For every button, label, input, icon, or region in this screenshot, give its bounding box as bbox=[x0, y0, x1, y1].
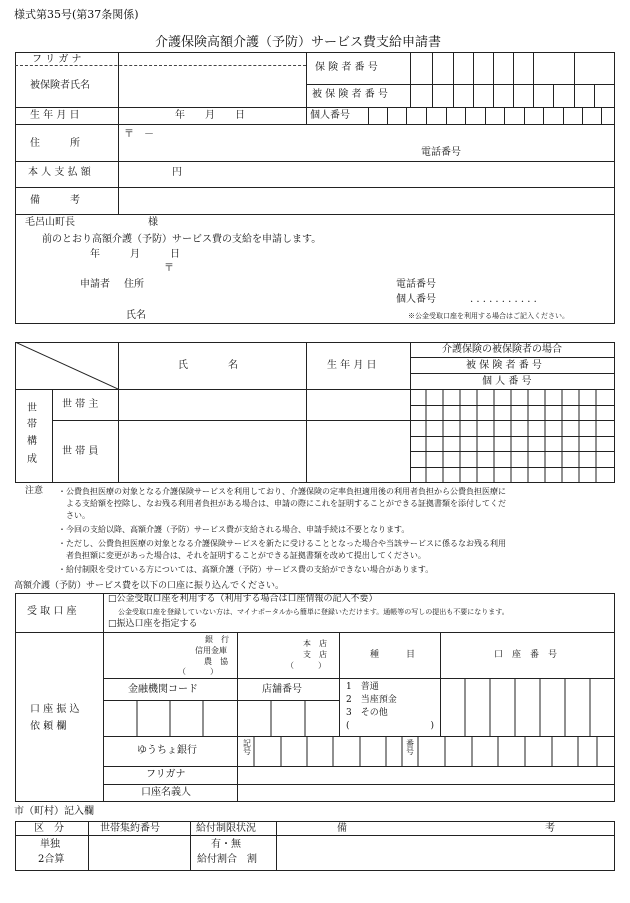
insurer-number-label: 保 険 者 番 号 bbox=[315, 62, 378, 73]
branch-code-label: 店舗番号 bbox=[262, 684, 302, 695]
city-header: 市（町村）記入欄 bbox=[14, 806, 94, 817]
my-number-label: 個人番号 bbox=[310, 110, 350, 121]
applicant-address-label: 住所 bbox=[124, 279, 144, 290]
note-line-4: ・今回の支給以降、高額介護（予防）サービス費が支給される場合、申請手続は不要となります。 bbox=[58, 525, 410, 534]
option-specify-account[interactable]: □振込口座を指定する bbox=[108, 619, 198, 629]
household-name-header: 氏 名 bbox=[178, 360, 238, 371]
applicant-note: ※公金受取口座を利用する場合はご記入ください。 bbox=[408, 312, 569, 320]
form-number: 様式第35号(第37条関係) bbox=[14, 8, 139, 21]
branch-paren: （ ） bbox=[286, 661, 326, 670]
note-line-2: よる支給額を控除し、なお残る利用者負担がある場合は、申請の際にこれを証明することができる証拠書類を添付してくだ bbox=[66, 499, 506, 508]
transfer-label-2: 依 頼 欄 bbox=[30, 721, 67, 732]
household-member-label: 世 帯 員 bbox=[62, 446, 99, 457]
yen-label: 円 bbox=[172, 167, 182, 178]
applicant-phone-label: 電話番号 bbox=[396, 279, 436, 290]
inst-type-bank: 銀 行 bbox=[205, 635, 229, 644]
col-setai: 世帯集約番号 bbox=[100, 823, 160, 834]
note-line-3: さい。 bbox=[66, 511, 90, 520]
kigo-label: 記号 bbox=[243, 739, 251, 756]
public-account-note: 公金受取口座を登録していない方は、マイナポータルから簡単に登録いただけます。通帳等の写しの提出も不要になります。 bbox=[118, 608, 509, 616]
insured-no-header: 被 保 険 者 番 号 bbox=[466, 360, 542, 371]
applicant-name-label: 氏名 bbox=[126, 310, 146, 321]
side-label-1: 世 bbox=[27, 403, 37, 414]
phone-label: 電話番号 bbox=[421, 147, 461, 158]
household-diagonal bbox=[15, 342, 118, 389]
postal-mark: 〒 － bbox=[124, 129, 154, 140]
furigana-field[interactable] bbox=[120, 54, 305, 64]
kyufu-yes-no: 有・無 bbox=[211, 839, 241, 850]
applicant-postal: 〒 bbox=[164, 263, 174, 274]
notes-label: 注意 bbox=[25, 486, 44, 496]
note-line-1: ・公費負担医療の対象となる介護保険サービスを利用しており、介護保険の定率負担適用後の利用者負担から公費負担医療に bbox=[58, 487, 506, 496]
account-number-grid[interactable] bbox=[440, 678, 615, 736]
account-type-1[interactable]: 1 普通 bbox=[346, 682, 379, 692]
application-statement: 前のとおり高額介護（予防）サービス費の支給を申請します。 bbox=[42, 234, 322, 245]
side-label-2: 帯 bbox=[27, 419, 37, 430]
col-ko: 考 bbox=[545, 823, 555, 834]
remarks-label: 備 考 bbox=[30, 195, 80, 206]
bango-label: 番号 bbox=[406, 739, 414, 756]
account-furigana-label: フリガナ bbox=[146, 769, 186, 780]
kyufu-ratio: 給付割合 割 bbox=[197, 854, 257, 865]
side-label-4: 成 bbox=[27, 454, 37, 465]
branch-type-branch: 支 店 bbox=[303, 650, 327, 659]
branch-type-main: 本 店 bbox=[303, 639, 327, 648]
note-line-5: ・ただし、公費負担医療の対象となる介護保険サービスを新たに受けることとなった場合や当該サービスに係るなお残る利用 bbox=[58, 539, 506, 548]
kubun-combined: 2合算 bbox=[38, 854, 65, 865]
household-my-number-header: 個 人 番 号 bbox=[482, 376, 532, 387]
addressee: 毛呂山町長 bbox=[25, 217, 75, 228]
account-number-label: 口 座 番 号 bbox=[494, 650, 558, 660]
household-head-label: 世 帯 主 bbox=[62, 399, 99, 410]
bank-code-grid[interactable] bbox=[103, 700, 339, 736]
receive-account-label: 受 取 口 座 bbox=[27, 606, 77, 617]
account-type-2[interactable]: 2 当座預金 bbox=[346, 695, 397, 705]
address-label: 住 所 bbox=[30, 138, 80, 149]
bank-intro: 高額介護（予防）サービス費を以下の口座に振り込んでください。 bbox=[14, 581, 285, 591]
yucho-number-grid[interactable] bbox=[237, 736, 615, 766]
dob-label: 生 年 月 日 bbox=[30, 110, 80, 121]
inst-type-credit: 信用金庫 bbox=[195, 646, 227, 655]
account-type-3[interactable]: 3 その他 bbox=[346, 708, 388, 718]
account-holder-label: 口座名義人 bbox=[141, 787, 191, 798]
col-kubun: 区 分 bbox=[34, 823, 64, 834]
household-number-grid[interactable] bbox=[410, 389, 615, 483]
option-public-account[interactable]: □公金受取口座を利用する（利用する場合は口座情報の記入不要） bbox=[108, 594, 378, 604]
page-title: 介護保険高額介護（予防）サービス費支給申請書 bbox=[155, 35, 442, 50]
dob-value[interactable]: 年 月 日 bbox=[175, 110, 245, 121]
addressee-sama: 様 bbox=[148, 217, 158, 228]
insured-name-field[interactable] bbox=[120, 67, 305, 106]
col-biko: 備 bbox=[337, 823, 347, 834]
insured-name-label: 被保険者氏名 bbox=[30, 80, 90, 91]
note-line-6: 者負担額に変更があった場合は、それを証明することができる証拠書類を改めて提出してください。 bbox=[66, 551, 426, 560]
furigana-label: フ リ ガ ナ bbox=[32, 54, 82, 65]
inst-paren: （ ） bbox=[178, 667, 218, 676]
side-label-3: 構 bbox=[27, 436, 37, 447]
inst-code-label: 金融機関コード bbox=[128, 684, 198, 695]
col-kyufu: 給付制限状況 bbox=[196, 823, 256, 834]
account-type-label: 種 目 bbox=[370, 650, 416, 660]
insured-number-label: 被 保 険 者 番 号 bbox=[312, 89, 388, 100]
yucho-label: ゆうちょ銀行 bbox=[137, 745, 197, 756]
application-date[interactable]: 年 月 日 bbox=[90, 249, 180, 260]
transfer-label-1: 口 座 振 込 bbox=[30, 704, 80, 715]
applicant-my-number-label: 個人番号 bbox=[396, 294, 436, 305]
account-type-other[interactable]: ( ) bbox=[346, 721, 435, 731]
household-dob-header: 生 年 月 日 bbox=[327, 360, 377, 371]
insured-case-header: 介護保険の被保険者の場合 bbox=[442, 344, 562, 355]
note-line-7: ・給付制限を受けている方については、高額介護（予防）サービス費の支給ができない場合があります。 bbox=[58, 565, 434, 574]
kubun-single: 単独 bbox=[40, 839, 60, 850]
applicant-label: 申請者 bbox=[80, 279, 110, 290]
inst-type-ja: 農 協 bbox=[204, 657, 228, 666]
payment-label: 本 人 支 払 額 bbox=[28, 167, 91, 178]
applicant-my-number-dots[interactable]: . . . . . . . . . . . bbox=[470, 294, 537, 305]
